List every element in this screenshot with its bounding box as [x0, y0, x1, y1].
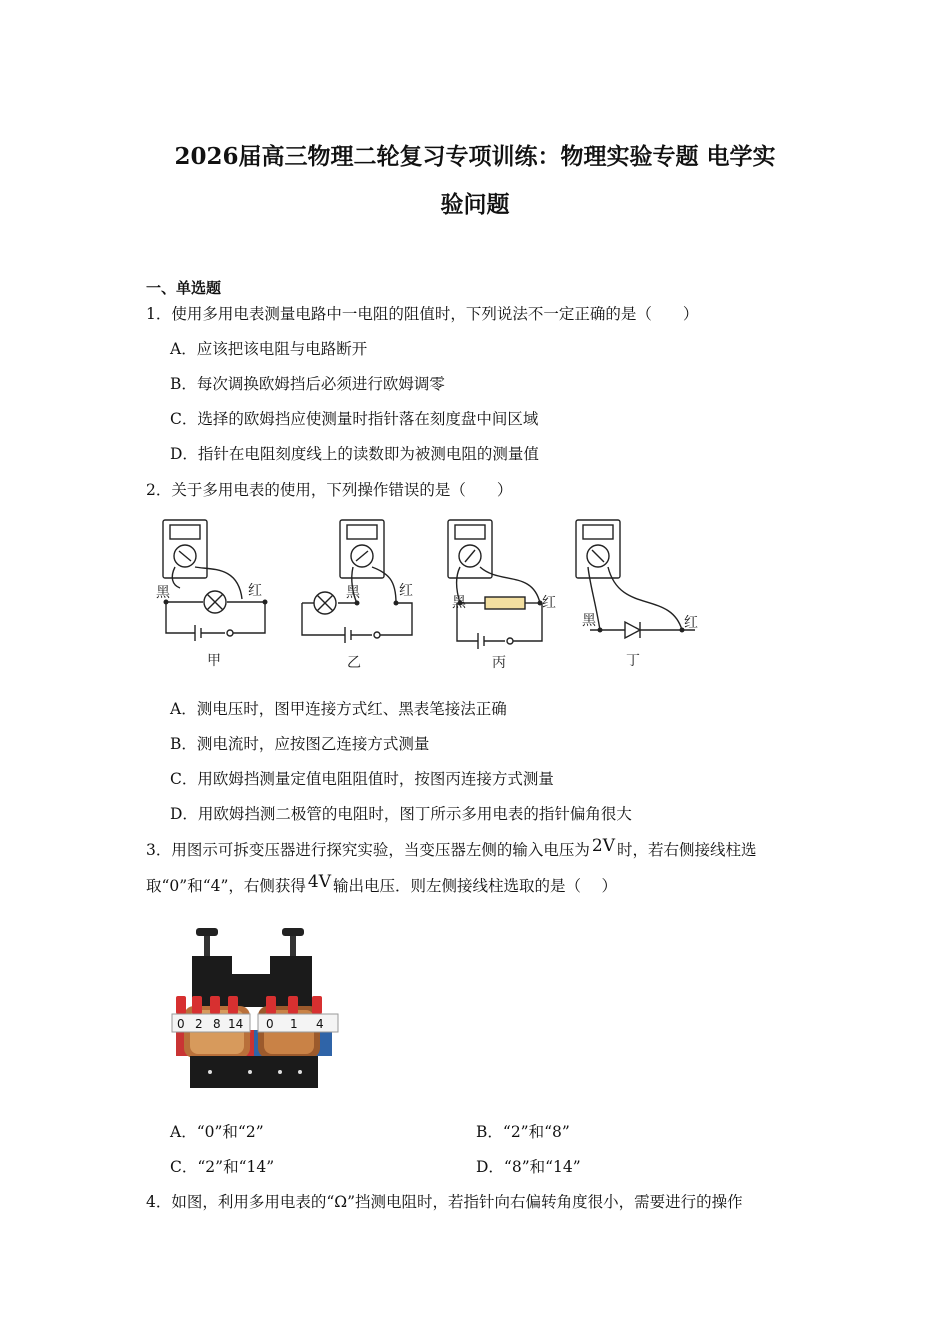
question-2-stem: 2．关于多用电表的使用，下列操作错误的是（ ）	[146, 481, 513, 499]
tap-left-8: 8	[213, 1017, 221, 1031]
caption-jia: 甲	[207, 653, 221, 669]
tap-left-0: 0	[177, 1017, 185, 1031]
doc-title-line2: 验问题	[440, 191, 510, 218]
q3-option-b: B．“2”和“8”	[476, 1123, 570, 1141]
tap-left-14: 14	[228, 1017, 244, 1031]
q2-option-c: C．用欧姆挡测量定值电阻阻值时，按图丙连接方式测量	[170, 770, 554, 788]
caption-bing: 丙	[492, 655, 506, 671]
caption-ding: 丁	[626, 653, 640, 669]
q1-option-c: C．选择的欧姆挡应使测量时指针落在刻度盘中间区域	[170, 410, 539, 428]
question-4-stem: 4．如图，利用多用电表的“Ω”挡测电阻时，若指针向右偏转角度很小，需要进行的操作	[146, 1193, 743, 1211]
q3-option-c: C．“2”和“14”	[170, 1158, 275, 1176]
label-black-2: 黑	[346, 585, 360, 601]
q1-option-d: D．指针在电阻刻度线上的读数即为被测电阻的测量值	[170, 445, 539, 463]
label-red-1: 红	[248, 583, 262, 599]
label-black-1: 黑	[156, 585, 170, 601]
q3-option-a: A．“0”和“2”	[170, 1123, 264, 1141]
tap-right-1: 1	[290, 1017, 298, 1031]
q3-transformer-figure	[170, 922, 340, 1092]
q1-option-b: B．每次调换欧姆挡后必须进行欧姆调零	[170, 375, 445, 393]
q1-option-a: A．应该把该电阻与电路断开	[170, 340, 368, 358]
voltage-input: 2V	[591, 836, 615, 856]
question-3-line1: 3．用图示可拆变压器进行探究实验，当变压器左侧的输入电压为 2V 时，若右侧接线柱选	[146, 836, 757, 859]
q2-option-d: D．用欧姆挡测二极管的电阻时，图丁所示多用电表的指针偏角很大	[170, 805, 632, 823]
question-1-stem: 1．使用多用电表测量电路中一电阻的阻值时，下列说法不一定正确的是（ ）	[146, 305, 699, 323]
voltage-output: 4V	[307, 872, 332, 892]
tap-right-4: 4	[316, 1017, 324, 1031]
label-black-3: 黑	[452, 595, 466, 611]
label-red-3: 红	[542, 595, 556, 611]
doc-title-line1: 2026届高三物理二轮复习专项训练：物理实验专题 电学实	[174, 143, 776, 170]
q2-circuit-figure	[150, 515, 710, 675]
label-red-4: 红	[684, 615, 698, 631]
caption-yi: 乙	[347, 655, 361, 671]
question-3-line2: 取“0”和“4”，右侧获得 4V 输出电压．则左侧接线柱选取的是（ ）	[146, 872, 617, 895]
label-black-4: 黑	[582, 613, 596, 629]
label-red-2: 红	[399, 583, 413, 599]
q2-option-a: A．测电压时，图甲连接方式红、黑表笔接法正确	[170, 700, 507, 718]
q3-option-d: D．“8”和“14”	[476, 1158, 581, 1176]
q2-option-b: B．测电流时，应按图乙连接方式测量	[170, 735, 430, 753]
tap-right-0: 0	[266, 1017, 274, 1031]
tap-left-2: 2	[195, 1017, 203, 1031]
section-heading: 一、单选题	[146, 279, 222, 297]
